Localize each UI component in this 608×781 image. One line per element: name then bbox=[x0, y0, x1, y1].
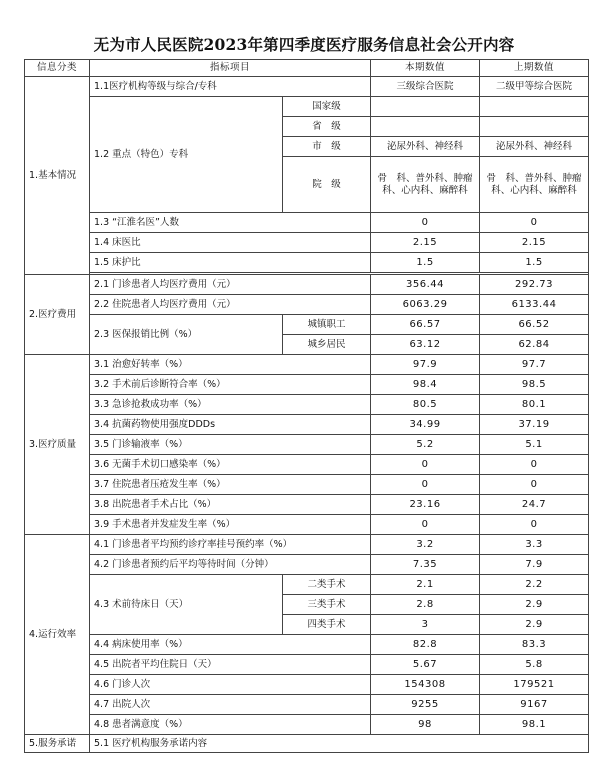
current-value: 2.15 bbox=[371, 233, 480, 253]
current-value: 0 bbox=[371, 213, 480, 233]
table-row bbox=[25, 715, 589, 735]
previous-value: 二级甲等综合医院 bbox=[480, 77, 589, 97]
table-row bbox=[25, 253, 589, 273]
info-table bbox=[24, 59, 589, 753]
table-row bbox=[25, 415, 589, 435]
sub-label: 国家级 bbox=[283, 97, 371, 117]
current-value: 三级综合医院 bbox=[371, 77, 480, 97]
table-row bbox=[25, 315, 589, 335]
previous-value: 98.1 bbox=[480, 715, 589, 735]
current-value: 9255 bbox=[371, 695, 480, 715]
current-value: 6063.29 bbox=[371, 295, 480, 315]
previous-value: 62.84 bbox=[480, 335, 589, 355]
previous-value: 2.9 bbox=[480, 595, 589, 615]
current-value: 63.12 bbox=[371, 335, 480, 355]
previous-value: 83.3 bbox=[480, 635, 589, 655]
current-value: 2.8 bbox=[371, 595, 480, 615]
header-current: 本期数值 bbox=[371, 60, 480, 77]
table-row bbox=[25, 695, 589, 715]
header-indicator: 指标项目 bbox=[90, 60, 371, 77]
previous-value: 3.3 bbox=[480, 535, 589, 555]
indicator-label: 3.6 无菌手术切口感染率（%） bbox=[90, 455, 371, 475]
indicator-label: 3.7 住院患者压疮发生率（%） bbox=[90, 475, 371, 495]
current-value: 98.4 bbox=[371, 375, 480, 395]
table-row bbox=[25, 455, 589, 475]
previous-value: 179521 bbox=[480, 675, 589, 695]
current-value: 80.5 bbox=[371, 395, 480, 415]
previous-value: 98.5 bbox=[480, 375, 589, 395]
indicator-label: 3.5 门诊输液率（%） bbox=[90, 435, 371, 455]
previous-value: 97.7 bbox=[480, 355, 589, 375]
header-row bbox=[25, 60, 589, 77]
indicator-label: 2.3 医保报销比例（%） bbox=[90, 315, 283, 355]
table-row bbox=[25, 555, 589, 575]
indicator-label: 2.2 住院患者人均医疗费用（元） bbox=[90, 295, 371, 315]
table-row bbox=[25, 295, 589, 315]
current-value: 泌尿外科、神经科 bbox=[371, 137, 480, 157]
current-value bbox=[371, 97, 480, 117]
category-commitment: 5.服务承诺 bbox=[25, 735, 90, 753]
current-value: 0 bbox=[371, 455, 480, 475]
table-row bbox=[25, 675, 589, 695]
current-value: 5.2 bbox=[371, 435, 480, 455]
table-row bbox=[25, 575, 589, 595]
header-category: 信息分类 bbox=[25, 60, 90, 77]
category-quality: 3.医疗质量 bbox=[25, 355, 90, 535]
current-value: 1.5 bbox=[371, 253, 480, 273]
table-row bbox=[25, 395, 589, 415]
indicator-label: 1.1医疗机构等级与综合/专科 bbox=[90, 77, 371, 97]
current-value: 98 bbox=[371, 715, 480, 735]
previous-value: 6133.44 bbox=[480, 295, 589, 315]
sub-label: 城乡居民 bbox=[283, 335, 371, 355]
indicator-label: 3.2 手术前后诊断符合率（%） bbox=[90, 375, 371, 395]
indicator-label: 3.4 抗菌药物使用强度DDDs bbox=[90, 415, 371, 435]
current-value: 34.99 bbox=[371, 415, 480, 435]
table-row bbox=[25, 515, 589, 535]
current-value: 66.57 bbox=[371, 315, 480, 335]
current-value: 356.44 bbox=[371, 275, 480, 295]
table-row bbox=[25, 735, 589, 753]
table-row bbox=[25, 655, 589, 675]
current-value: 5.67 bbox=[371, 655, 480, 675]
table-row bbox=[25, 355, 589, 375]
current-value: 82.8 bbox=[371, 635, 480, 655]
table-row bbox=[25, 77, 589, 97]
indicator-label: 1.5 床护比 bbox=[90, 253, 371, 273]
previous-value: 292.73 bbox=[480, 275, 589, 295]
table-row bbox=[25, 475, 589, 495]
previous-value: 0 bbox=[480, 213, 589, 233]
table-row bbox=[25, 275, 589, 295]
current-value: 3 bbox=[371, 615, 480, 635]
previous-value: 24.7 bbox=[480, 495, 589, 515]
previous-value: 泌尿外科、神经科 bbox=[480, 137, 589, 157]
current-value: 154308 bbox=[371, 675, 480, 695]
indicator-label: 4.2 门诊患者预约后平均等待时间（分钟） bbox=[90, 555, 371, 575]
sub-label: 二类手术 bbox=[283, 575, 371, 595]
category-efficiency: 4.运行效率 bbox=[25, 535, 90, 735]
current-value: 7.35 bbox=[371, 555, 480, 575]
indicator-label: 4.7 出院人次 bbox=[90, 695, 371, 715]
previous-value: 1.5 bbox=[480, 253, 589, 273]
sub-label: 城镇职工 bbox=[283, 315, 371, 335]
indicator-label: 1.3 “江淮名医”人数 bbox=[90, 213, 371, 233]
table-row bbox=[25, 233, 589, 253]
previous-value bbox=[480, 97, 589, 117]
current-value: 97.9 bbox=[371, 355, 480, 375]
indicator-label: 3.1 治愈好转率（%） bbox=[90, 355, 371, 375]
sub-label: 院 级 bbox=[283, 157, 371, 213]
category-basic: 1.基本情况 bbox=[25, 77, 90, 275]
previous-value: 5.1 bbox=[480, 435, 589, 455]
previous-value: 0 bbox=[480, 515, 589, 535]
indicator-label: 5.1 医疗机构服务承诺内容 bbox=[90, 735, 589, 753]
header-previous: 上期数值 bbox=[480, 60, 589, 77]
indicator-label: 3.9 手术患者并发症发生率（%） bbox=[90, 515, 371, 535]
indicator-label: 3.8 出院患者手术占比（%） bbox=[90, 495, 371, 515]
table-row bbox=[25, 535, 589, 555]
indicator-label: 2.1 门诊患者人均医疗费用（元） bbox=[90, 275, 371, 295]
indicator-label: 4.1 门诊患者平均预约诊疗率挂号预约率（%） bbox=[90, 535, 371, 555]
current-value: 0 bbox=[371, 515, 480, 535]
indicator-label: 4.5 出院者平均住院日（天） bbox=[90, 655, 371, 675]
indicator-label: 1.4 床医比 bbox=[90, 233, 371, 253]
previous-value: 0 bbox=[480, 475, 589, 495]
previous-value: 5.8 bbox=[480, 655, 589, 675]
sub-label: 三类手术 bbox=[283, 595, 371, 615]
sub-label: 省 级 bbox=[283, 117, 371, 137]
previous-value bbox=[480, 117, 589, 137]
current-value: 骨 科、普外科、肿瘤科、心内科、麻醉科 bbox=[371, 157, 480, 213]
page-title: 无为市人民医院2023年第四季度医疗服务信息社会公开内容 bbox=[93, 35, 515, 54]
indicator-label: 1.2 重点（特色）专科 bbox=[90, 97, 283, 213]
indicator-label: 4.3 术前待床日（天） bbox=[90, 575, 283, 635]
table-row bbox=[25, 97, 589, 117]
table-row bbox=[25, 495, 589, 515]
previous-value: 9167 bbox=[480, 695, 589, 715]
table-row bbox=[25, 435, 589, 455]
previous-value: 80.1 bbox=[480, 395, 589, 415]
indicator-label: 4.8 患者满意度（%） bbox=[90, 715, 371, 735]
previous-value: 37.19 bbox=[480, 415, 589, 435]
indicator-label: 3.3 急诊抢救成功率（%） bbox=[90, 395, 371, 415]
sub-label: 四类手术 bbox=[283, 615, 371, 635]
indicator-label: 4.6 门诊人次 bbox=[90, 675, 371, 695]
previous-value: 2.9 bbox=[480, 615, 589, 635]
current-value: 3.2 bbox=[371, 535, 480, 555]
current-value: 23.16 bbox=[371, 495, 480, 515]
previous-value: 7.9 bbox=[480, 555, 589, 575]
current-value bbox=[371, 117, 480, 137]
current-value: 2.1 bbox=[371, 575, 480, 595]
previous-value: 2.2 bbox=[480, 575, 589, 595]
current-value: 0 bbox=[371, 475, 480, 495]
indicator-label: 4.4 病床使用率（%） bbox=[90, 635, 371, 655]
table-row bbox=[25, 635, 589, 655]
previous-value: 骨 科、普外科、肿瘤科、心内科、麻醉科 bbox=[480, 157, 589, 213]
sub-label: 市 级 bbox=[283, 137, 371, 157]
previous-value: 0 bbox=[480, 455, 589, 475]
previous-value: 66.52 bbox=[480, 315, 589, 335]
category-costs: 2.医疗费用 bbox=[25, 275, 90, 355]
table-row bbox=[25, 213, 589, 233]
table-row bbox=[25, 375, 589, 395]
previous-value: 2.15 bbox=[480, 233, 589, 253]
